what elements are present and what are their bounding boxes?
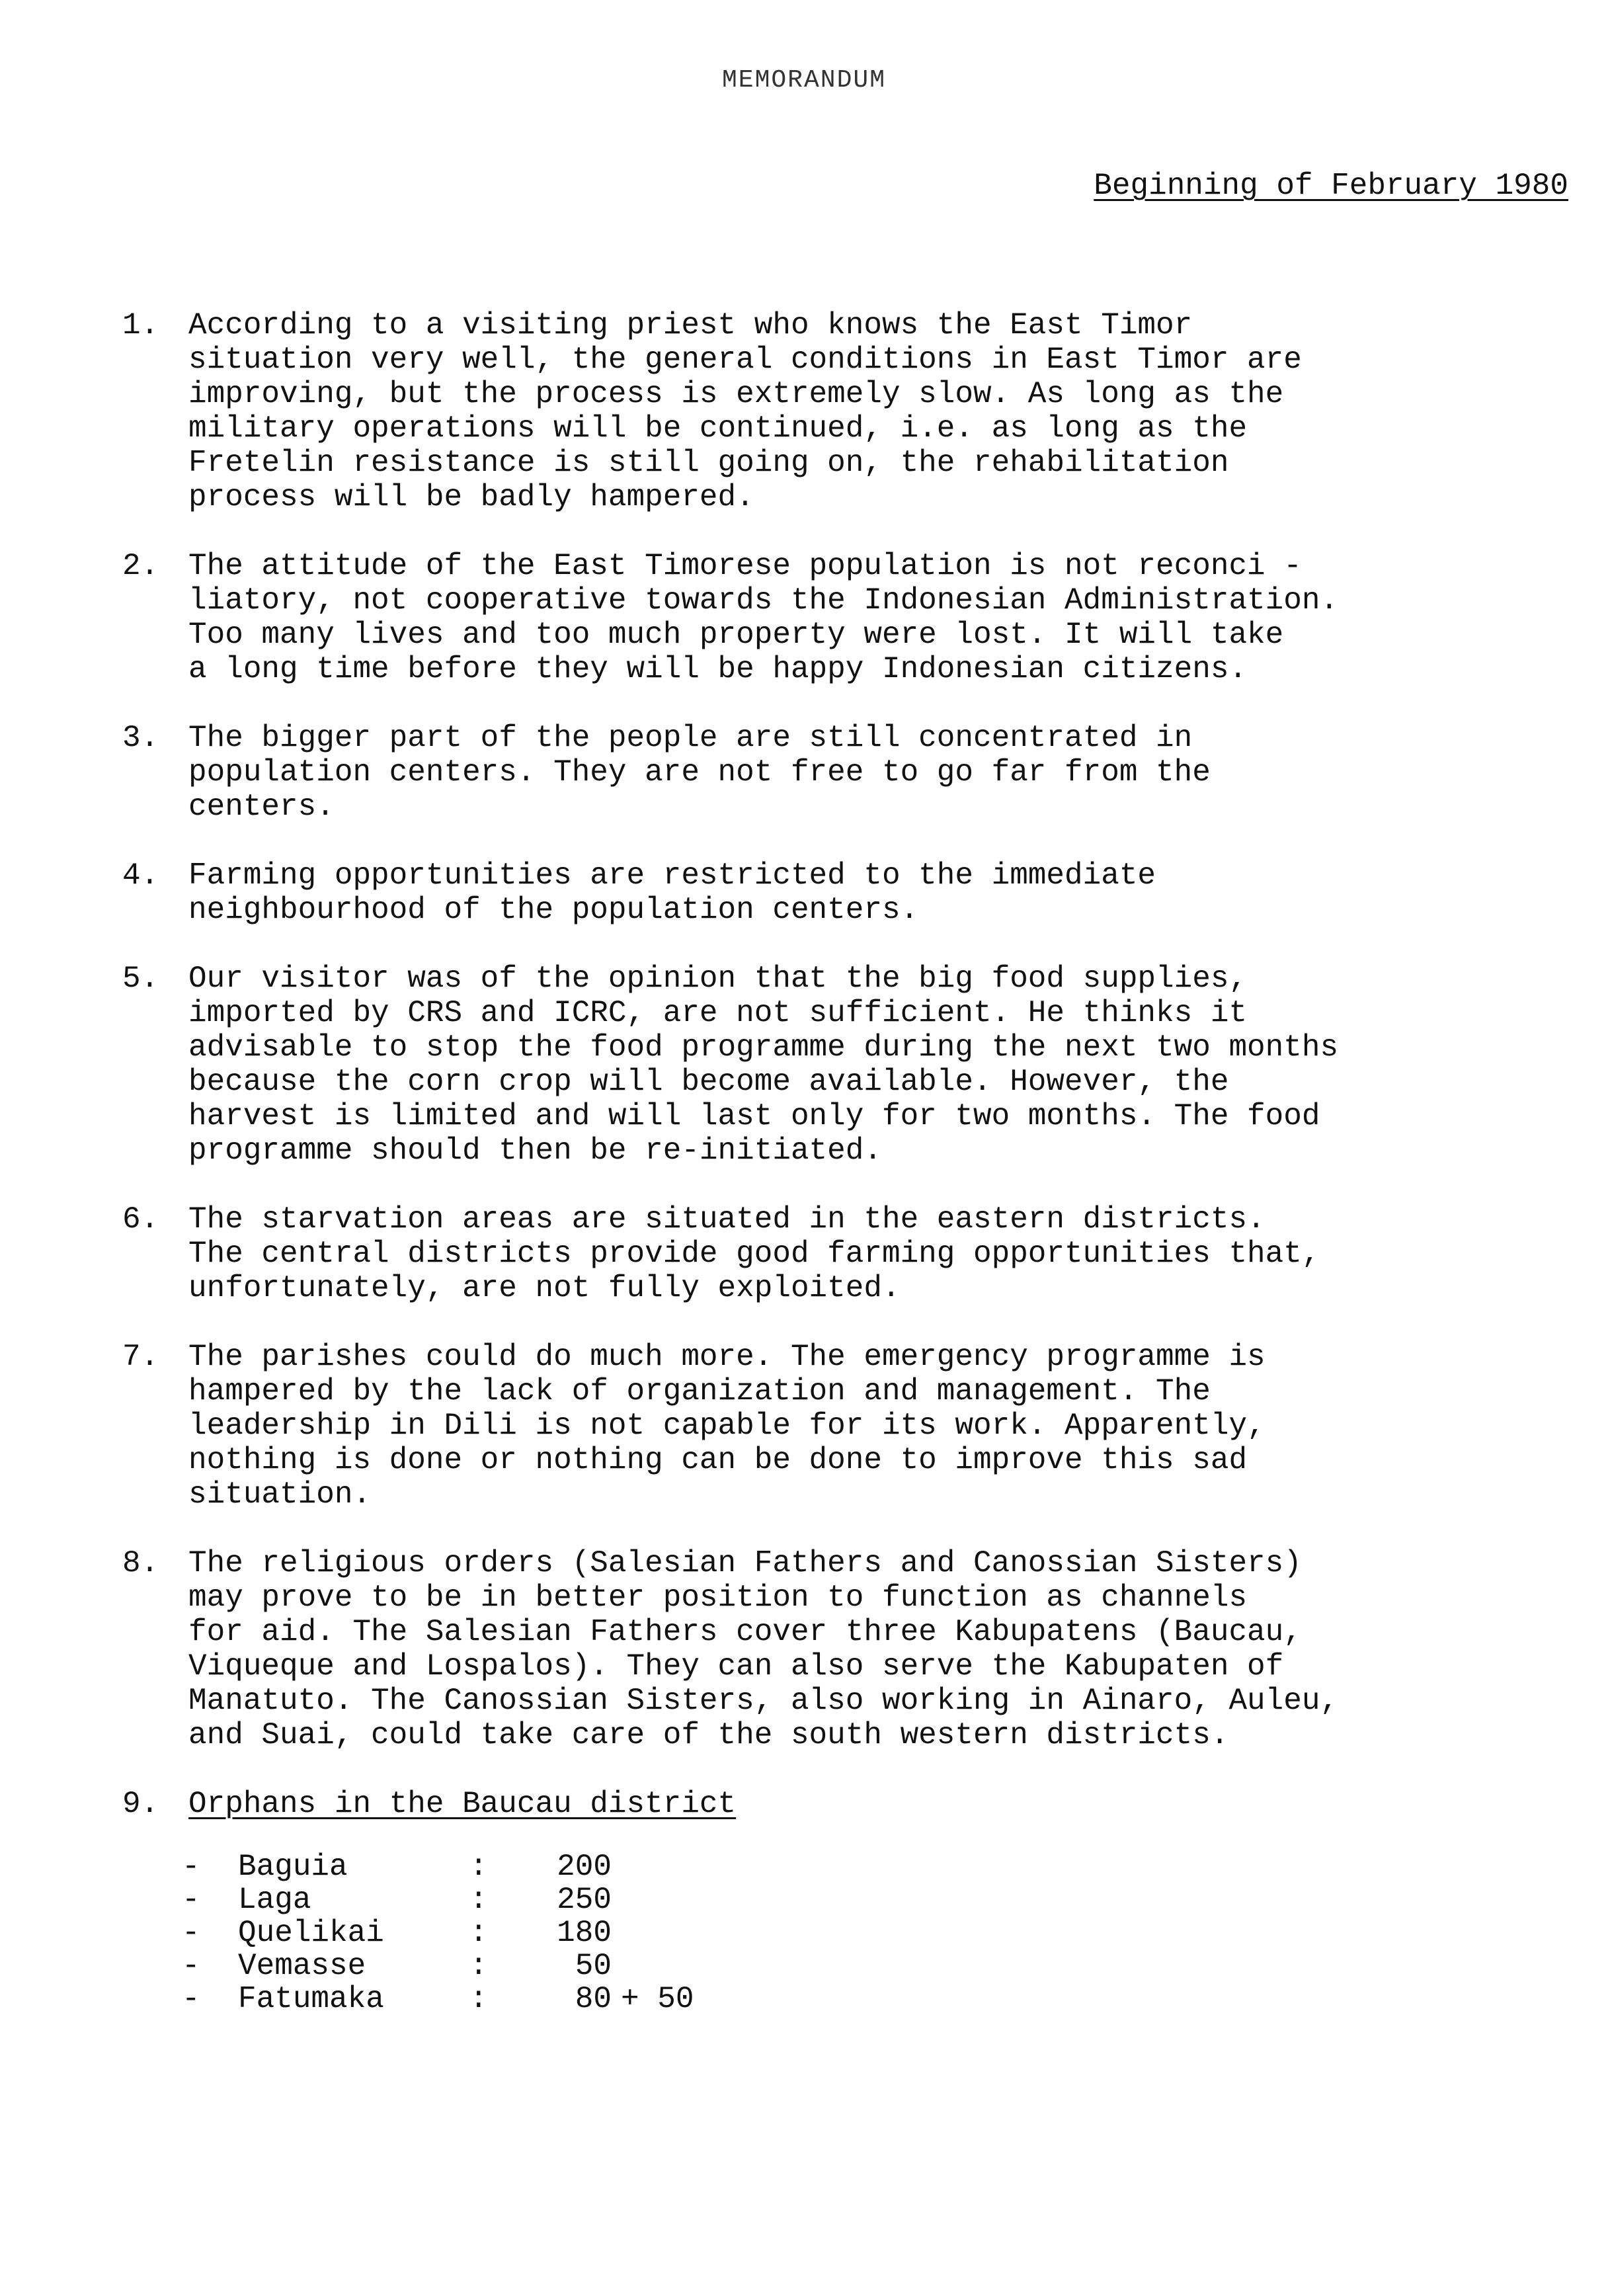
- item-line: imported by CRS and ICRC, are not sufficient. He thinks it: [188, 996, 1248, 1030]
- item-line: Too many lives and too much property were lost. It will take: [188, 618, 1284, 652]
- row-extra: + 50: [621, 1982, 694, 2016]
- item-number: 6.: [122, 1202, 159, 1237]
- item-number: 2.: [122, 549, 159, 583]
- memo-item: [122, 1546, 1577, 1752]
- row-count-cell: [536, 1850, 734, 1883]
- memo-item: [122, 549, 1577, 686]
- row-count: 50: [575, 1949, 612, 1983]
- item-line: Fretelin resistance is still going on, the rehabilitation: [188, 446, 1229, 480]
- orphans-heading: Orphans in the Baucau district: [188, 1787, 737, 1821]
- row-dash: -: [182, 1982, 200, 2016]
- memo-item: [122, 1202, 1577, 1305]
- row-count-cell: [536, 1916, 734, 1949]
- item-line: According to a visiting priest who knows the East Timor: [188, 308, 1193, 343]
- memo-item: [122, 308, 1577, 514]
- item-line: The attitude of the East Timorese population is not reconci -: [188, 549, 1302, 583]
- item-line: The religious orders (Salesian Fathers and Canossian Sisters): [188, 1546, 1302, 1580]
- item-number: 8.: [122, 1546, 159, 1580]
- orphans-row: [182, 1850, 734, 1883]
- row-count: 250: [557, 1883, 612, 1917]
- row-dash: -: [182, 1916, 200, 1950]
- row-count-cell: [536, 1949, 734, 1983]
- orphans-row: [182, 1949, 734, 1983]
- item-number: 5.: [122, 962, 159, 996]
- row-place: Laga: [238, 1883, 311, 1917]
- row-colon: :: [469, 1850, 488, 1884]
- item-line: centers.: [188, 790, 335, 824]
- item-line: programme should then be re-initiated.: [188, 1133, 882, 1168]
- row-colon: :: [469, 1883, 488, 1917]
- item-line: The bigger part of the people are still concentrated in: [188, 721, 1193, 755]
- item-line: process will be badly hampered.: [188, 480, 754, 514]
- item-line: neighbourhood of the population centers.: [188, 893, 919, 927]
- orphans-row: [182, 1916, 734, 1949]
- item-line: unfortunately, are not fully exploited.: [188, 1271, 901, 1305]
- item-line: Our visitor was of the opinion that the big food supplies,: [188, 962, 1248, 996]
- item-number: 1.: [122, 308, 159, 343]
- row-place: Vemasse: [238, 1949, 366, 1983]
- item-line: hampered by the lack of organization and management. The: [188, 1374, 1211, 1409]
- item-line: Viqueque and Lospalos). They can also serve the Kabupaten of: [188, 1649, 1284, 1684]
- item-number: 4.: [122, 858, 159, 893]
- item-line: Manatuto. The Canossian Sisters, also working in Ainaro, Auleu,: [188, 1684, 1339, 1718]
- row-colon: :: [469, 1949, 488, 1983]
- item-line: improving, but the process is extremely slow. As long as the: [188, 377, 1284, 411]
- row-place: Baguia: [238, 1850, 348, 1884]
- memo-item: [122, 1340, 1577, 1512]
- item-number: 3.: [122, 721, 159, 755]
- row-count: 180: [557, 1916, 612, 1950]
- item-line: because the corn crop will become available. However, the: [188, 1065, 1229, 1099]
- item-line: liatory, not cooperative towards the Indonesian Administration.: [188, 583, 1339, 618]
- row-count: 80: [575, 1982, 612, 2016]
- memo-title: MEMORANDUM: [721, 66, 887, 95]
- item-line: advisable to stop the food programme during the next two months: [188, 1030, 1339, 1065]
- row-count: 200: [557, 1850, 612, 1884]
- row-dash: -: [182, 1949, 200, 1983]
- orphans-table: [182, 1850, 734, 2016]
- orphans-row: [182, 1883, 734, 1916]
- item-number: 7.: [122, 1340, 159, 1374]
- item-line: for aid. The Salesian Fathers cover three Kabupatens (Baucau,: [188, 1615, 1302, 1649]
- item-line: The central districts provide good farming opportunities that,: [188, 1237, 1320, 1271]
- item-line: situation very well, the general conditions in East Timor are: [188, 343, 1302, 377]
- row-count-cell: [536, 1983, 734, 2016]
- memo-date: Beginning of February 1980: [1094, 169, 1568, 203]
- row-dash: -: [182, 1850, 200, 1884]
- item-line: and Suai, could take care of the south western districts.: [188, 1718, 1229, 1752]
- item-line: The parishes could do much more. The emergency programme is: [188, 1340, 1266, 1374]
- item-line: a long time before they will be happy Indonesian citizens.: [188, 652, 1248, 686]
- numbered-items: [122, 308, 1577, 1752]
- row-count-cell: [536, 1883, 734, 1916]
- orphans-row: [182, 1983, 734, 2016]
- item-line: military operations will be continued, i.e. as long as the: [188, 411, 1248, 446]
- memo-item: [122, 858, 1577, 927]
- row-dash: -: [182, 1883, 200, 1917]
- item-line: harvest is limited and will last only for two months. The food: [188, 1099, 1320, 1133]
- item-line: population centers. They are not free to go far from the: [188, 755, 1211, 790]
- memo-item: [122, 962, 1577, 1168]
- row-colon: :: [469, 1982, 488, 2016]
- memo-item: [122, 721, 1577, 824]
- orphans-section: [122, 1787, 1577, 2016]
- row-colon: :: [469, 1916, 488, 1950]
- memo-items: [122, 308, 1577, 2050]
- item-line: leadership in Dili is not capable for its work. Apparently,: [188, 1409, 1266, 1443]
- row-place: Fatumaka: [238, 1982, 384, 2016]
- item-line: Farming opportunities are restricted to the immediate: [188, 858, 1156, 893]
- item-line: situation.: [188, 1477, 372, 1512]
- item-line: may prove to be in better position to function as channels: [188, 1580, 1248, 1615]
- item-number: 9.: [122, 1787, 159, 1821]
- row-place: Quelikai: [238, 1916, 384, 1950]
- item-line: nothing is done or nothing can be done to improve this sad: [188, 1443, 1248, 1477]
- item-line: The starvation areas are situated in the eastern districts.: [188, 1202, 1266, 1237]
